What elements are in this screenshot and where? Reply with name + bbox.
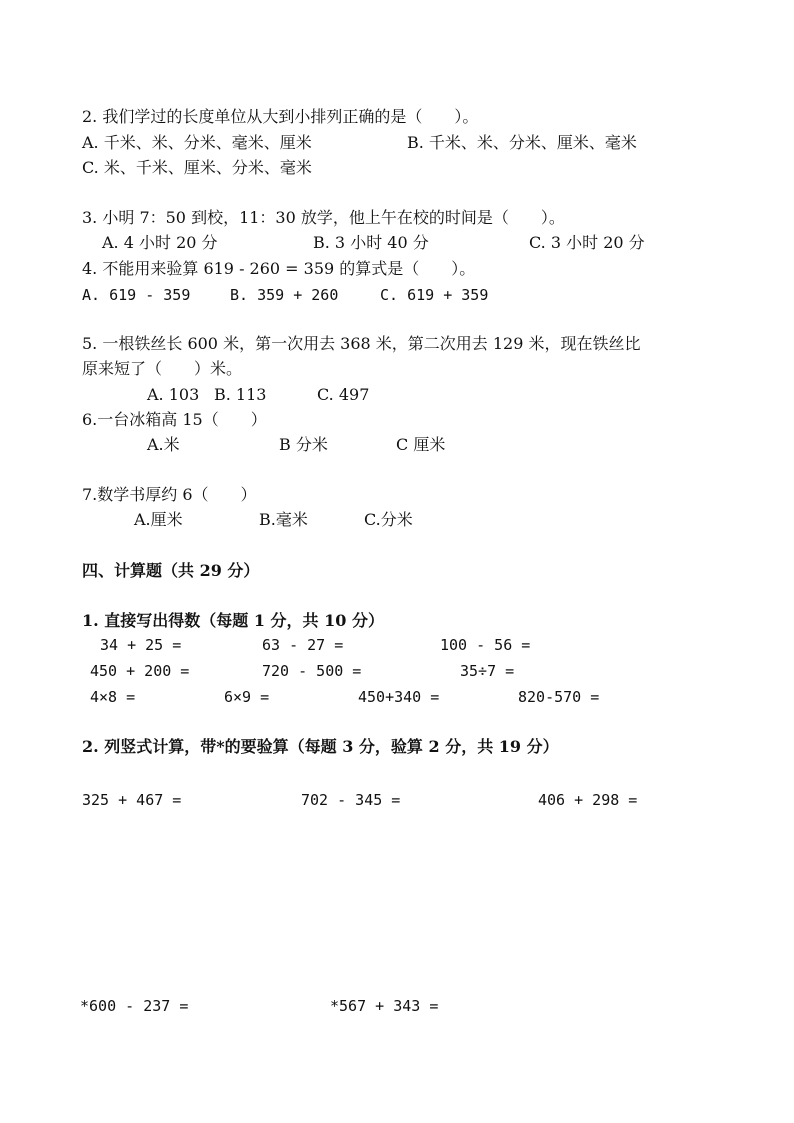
part1-title: 1. 直接写出得数（每题 1 分，共 10 分） [82, 611, 384, 630]
calc-item: 100 - 56 = [440, 636, 531, 654]
vertical-calc-item: 406 + 298 = [538, 791, 638, 809]
q6-option-a: A.米 [147, 435, 180, 454]
calc-item: 4×8 = [90, 688, 136, 706]
q3-stem: 3. 小明 7：50 到校，11：30 放学，他上午在校的时间是（ ）。 [82, 208, 565, 227]
q3-option-b: B. 3 小时 40 分 [313, 233, 429, 252]
calc-item: 63 - 27 = [262, 636, 344, 654]
vertical-calc-item: *567 + 343 = [330, 997, 439, 1015]
q4-option-a: A. 619 - 359 [82, 286, 191, 304]
q4-option-b: B. 359 + 260 [230, 286, 339, 304]
q6-option-b: B 分米 [279, 435, 328, 454]
q5-stem-line1: 5. 一根铁丝长 600 米，第一次用去 368 米，第二次用去 129 米，现在铁丝比 [82, 334, 641, 353]
q2-stem: 2. 我们学过的长度单位从大到小排列正确的是（ ）。 [82, 107, 479, 126]
q5-option-b: B. 113 [214, 385, 267, 404]
q4-stem: 4. 不能用来验算 619 - 260 = 359 的算式是（ ）。 [82, 259, 476, 278]
q5-option-c: C. 497 [317, 385, 370, 404]
vertical-calc-item: 702 - 345 = [301, 791, 401, 809]
vertical-calc-item: *600 - 237 = [80, 997, 189, 1015]
q4-option-c: C. 619 + 359 [380, 286, 489, 304]
calc-item: 450 + 200 = [90, 662, 190, 680]
q7-option-c: C.分米 [364, 510, 413, 529]
q2-option-b: B. 千米、米、分米、厘米、毫米 [407, 133, 637, 152]
calc-item: 6×9 = [224, 688, 270, 706]
section-title: 四、计算题（共 29 分） [82, 561, 260, 580]
calc-item: 34 + 25 = [100, 636, 182, 654]
q6-option-c: C 厘米 [396, 435, 446, 454]
vertical-calc-item: 325 + 467 = [82, 791, 182, 809]
q6-stem: 6.一台冰箱高 15（ ） [82, 410, 267, 429]
q5-stem-line2: 原来短了（ ）米。 [82, 359, 243, 378]
part2-title: 2. 列竖式计算，带*的要验算（每题 3 分，验算 2 分，共 19 分） [82, 737, 559, 756]
q3-option-c: C. 3 小时 20 分 [529, 233, 645, 252]
calc-item: 35÷7 = [460, 662, 515, 680]
q7-option-b: B.毫米 [259, 510, 308, 529]
calc-item: 820-570 = [518, 688, 600, 706]
calc-item: 450+340 = [358, 688, 440, 706]
q7-stem: 7.数学书厚约 6（ ） [82, 485, 257, 504]
q7-option-a: A.厘米 [134, 510, 183, 529]
calc-item: 720 - 500 = [262, 662, 362, 680]
q2-option-a: A. 千米、米、分米、毫米、厘米 [82, 133, 312, 152]
q2-option-c: C. 米、千米、厘米、分米、毫米 [82, 158, 312, 177]
q5-option-a: A. 103 [147, 385, 200, 404]
q3-option-a: A. 4 小时 20 分 [102, 233, 218, 252]
